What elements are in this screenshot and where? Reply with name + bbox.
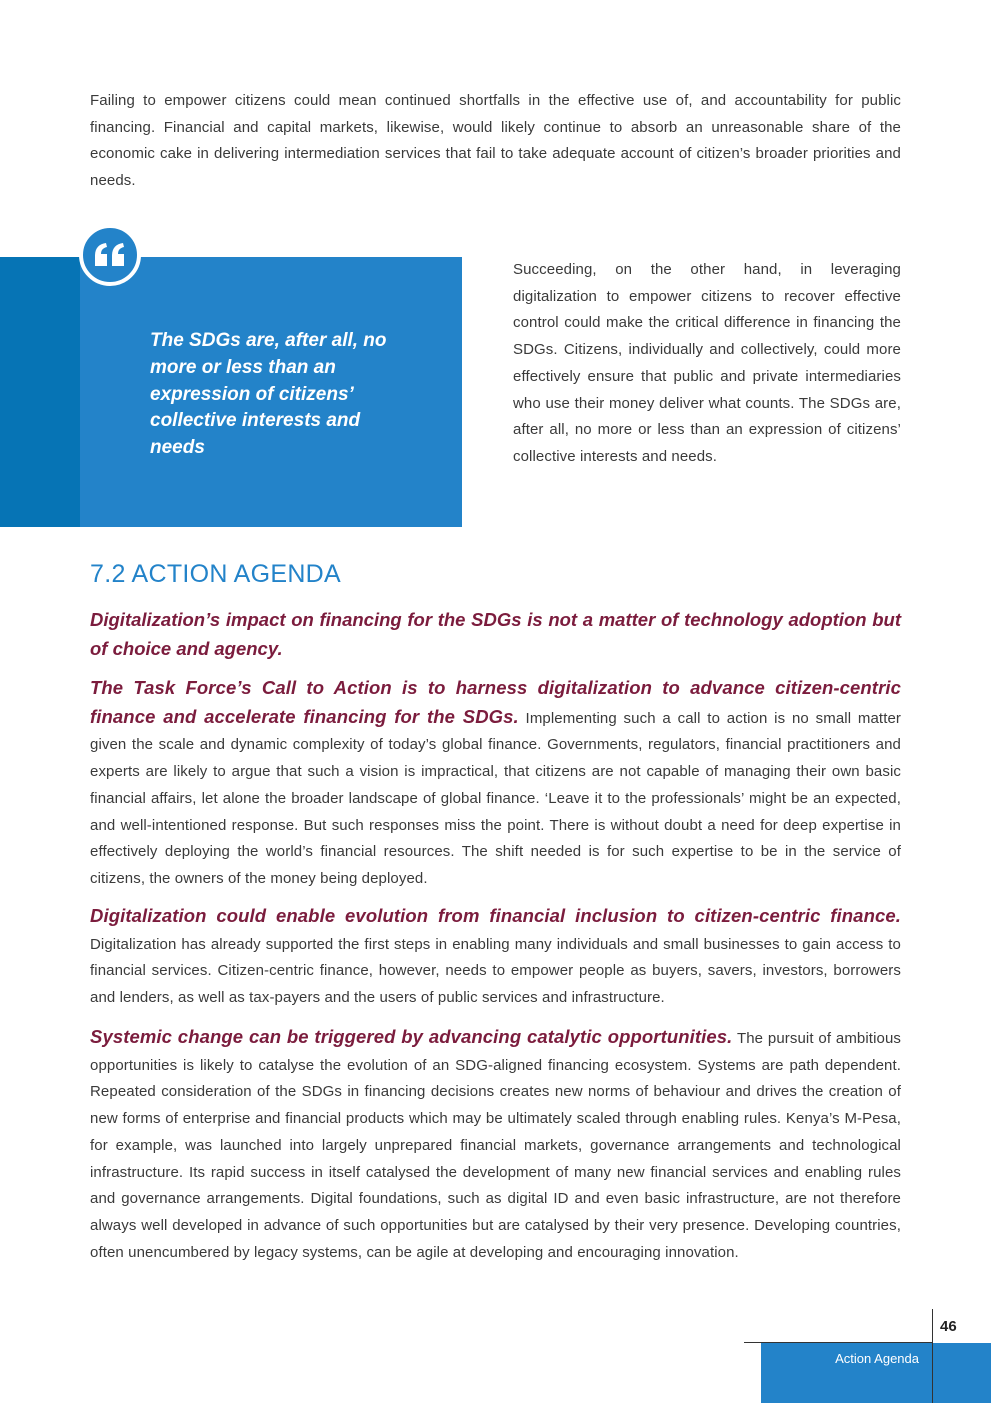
paragraph-lead: Digitalization could enable evolution from financial inclusion to citizen-centric finance. xyxy=(90,905,901,926)
section-lead-text: Digitalization’s impact on financing for the SDGs is not a matter of technology adoption but of choice and agency. xyxy=(90,609,901,659)
quote-side-strip xyxy=(0,257,80,527)
pull-quote-text: The SDGs are, after all, no more or less than an expression of citizens’ collective interests and needs xyxy=(150,330,387,459)
footer-section-label: Action Agenda xyxy=(835,1351,919,1366)
paragraph-body: Implementing such a call to action is no small matter given the scale and dynamic complexity of today’s global finance. Governments, regulators, financial practitioners and experts are likely to argue that such a vision is impractical, that citizens are not capable of managing their own basic financial affairs, let alone the broader landscape of global finance. ‘Leave it to the professionals’ might be an expected, and well-intentioned response. But such responses miss the point. There is without doubt a need for deep expertise in effectively deploying the world’s financial resources. The shift needed is for such expertise to be in the service of citizens, the owners of the money being deployed. xyxy=(90,709,901,887)
footer-divider xyxy=(744,1342,932,1343)
body-paragraph xyxy=(90,1024,901,1266)
paragraph-lead: The Task Force’s Call to Action is to harness digitalization to advance citizen-centric finance and accelerate financing for the SDGs. xyxy=(90,677,901,727)
paragraph-body: Digitalization has already supported the first steps in enabling many individuals and small businesses to gain access to financial services. Citizen-centric finance, however, needs to empower people as buyers, savers, investors, borrowers and lenders, as well as tax-payers and the users of public services and infrastructure. xyxy=(90,935,901,1007)
page-number: 46 xyxy=(940,1318,957,1335)
quote-icon xyxy=(79,224,141,286)
section-title: 7.2 ACTION AGENDA xyxy=(90,560,342,588)
intro-paragraph: Failing to empower citizens could mean continued shortfalls in the effective use of, and accountability for public financing. Financial and capital markets, likewise, would likely continue to absorb an unreasonable share of the economic cake in delivering intermediation services that fail to take adequate account of citizen’s broader priorities and needs. xyxy=(90,92,901,190)
body-paragraph xyxy=(90,675,901,893)
paragraph-body: The pursuit of ambitious opportunities is likely to catalyse the evolution of an SDG-aligned financing ecosystem. Systems are path dependent. Repeated consideration of the SDGs in financing decisions creates new norms of behaviour and drives the creation of new forms of enterprise and financial products which may be ultimately scaled through enabling rules. Kenya’s M-Pesa, for example, was launched into largely unprepared financial markets, governance arrangements and technological infrastructure. Its rapid success in itself catalysed the development of many new financial services and enabling rules and governance arrangements. Digital foundations, such as digital ID and even basic infrastructure, are not therefore always well developed in advance of such opportunities but are catalysed by their very presence. Developing countries, often unencumbered by legacy systems, can be agile at developing and encouraging innovation. xyxy=(90,1030,901,1261)
side-paragraph: Succeeding, on the other hand, in leveraging digitalization to empower citizens to recover effective control could make the critical difference in financing the SDGs. Citizens, individually and collectively, could more effectively ensure that public and private intermediaries who use their money deliver what counts. The SDGs are, after all, no more or less than an expression of citizens’ collective interests and needs. xyxy=(513,261,901,465)
body-paragraph xyxy=(90,903,901,1012)
quote-marks-icon xyxy=(93,242,127,268)
footer-vertical-divider xyxy=(932,1309,933,1403)
paragraph-lead: Systemic change can be triggered by advancing catalytic opportunities. xyxy=(90,1026,733,1047)
section-lead xyxy=(90,607,901,664)
